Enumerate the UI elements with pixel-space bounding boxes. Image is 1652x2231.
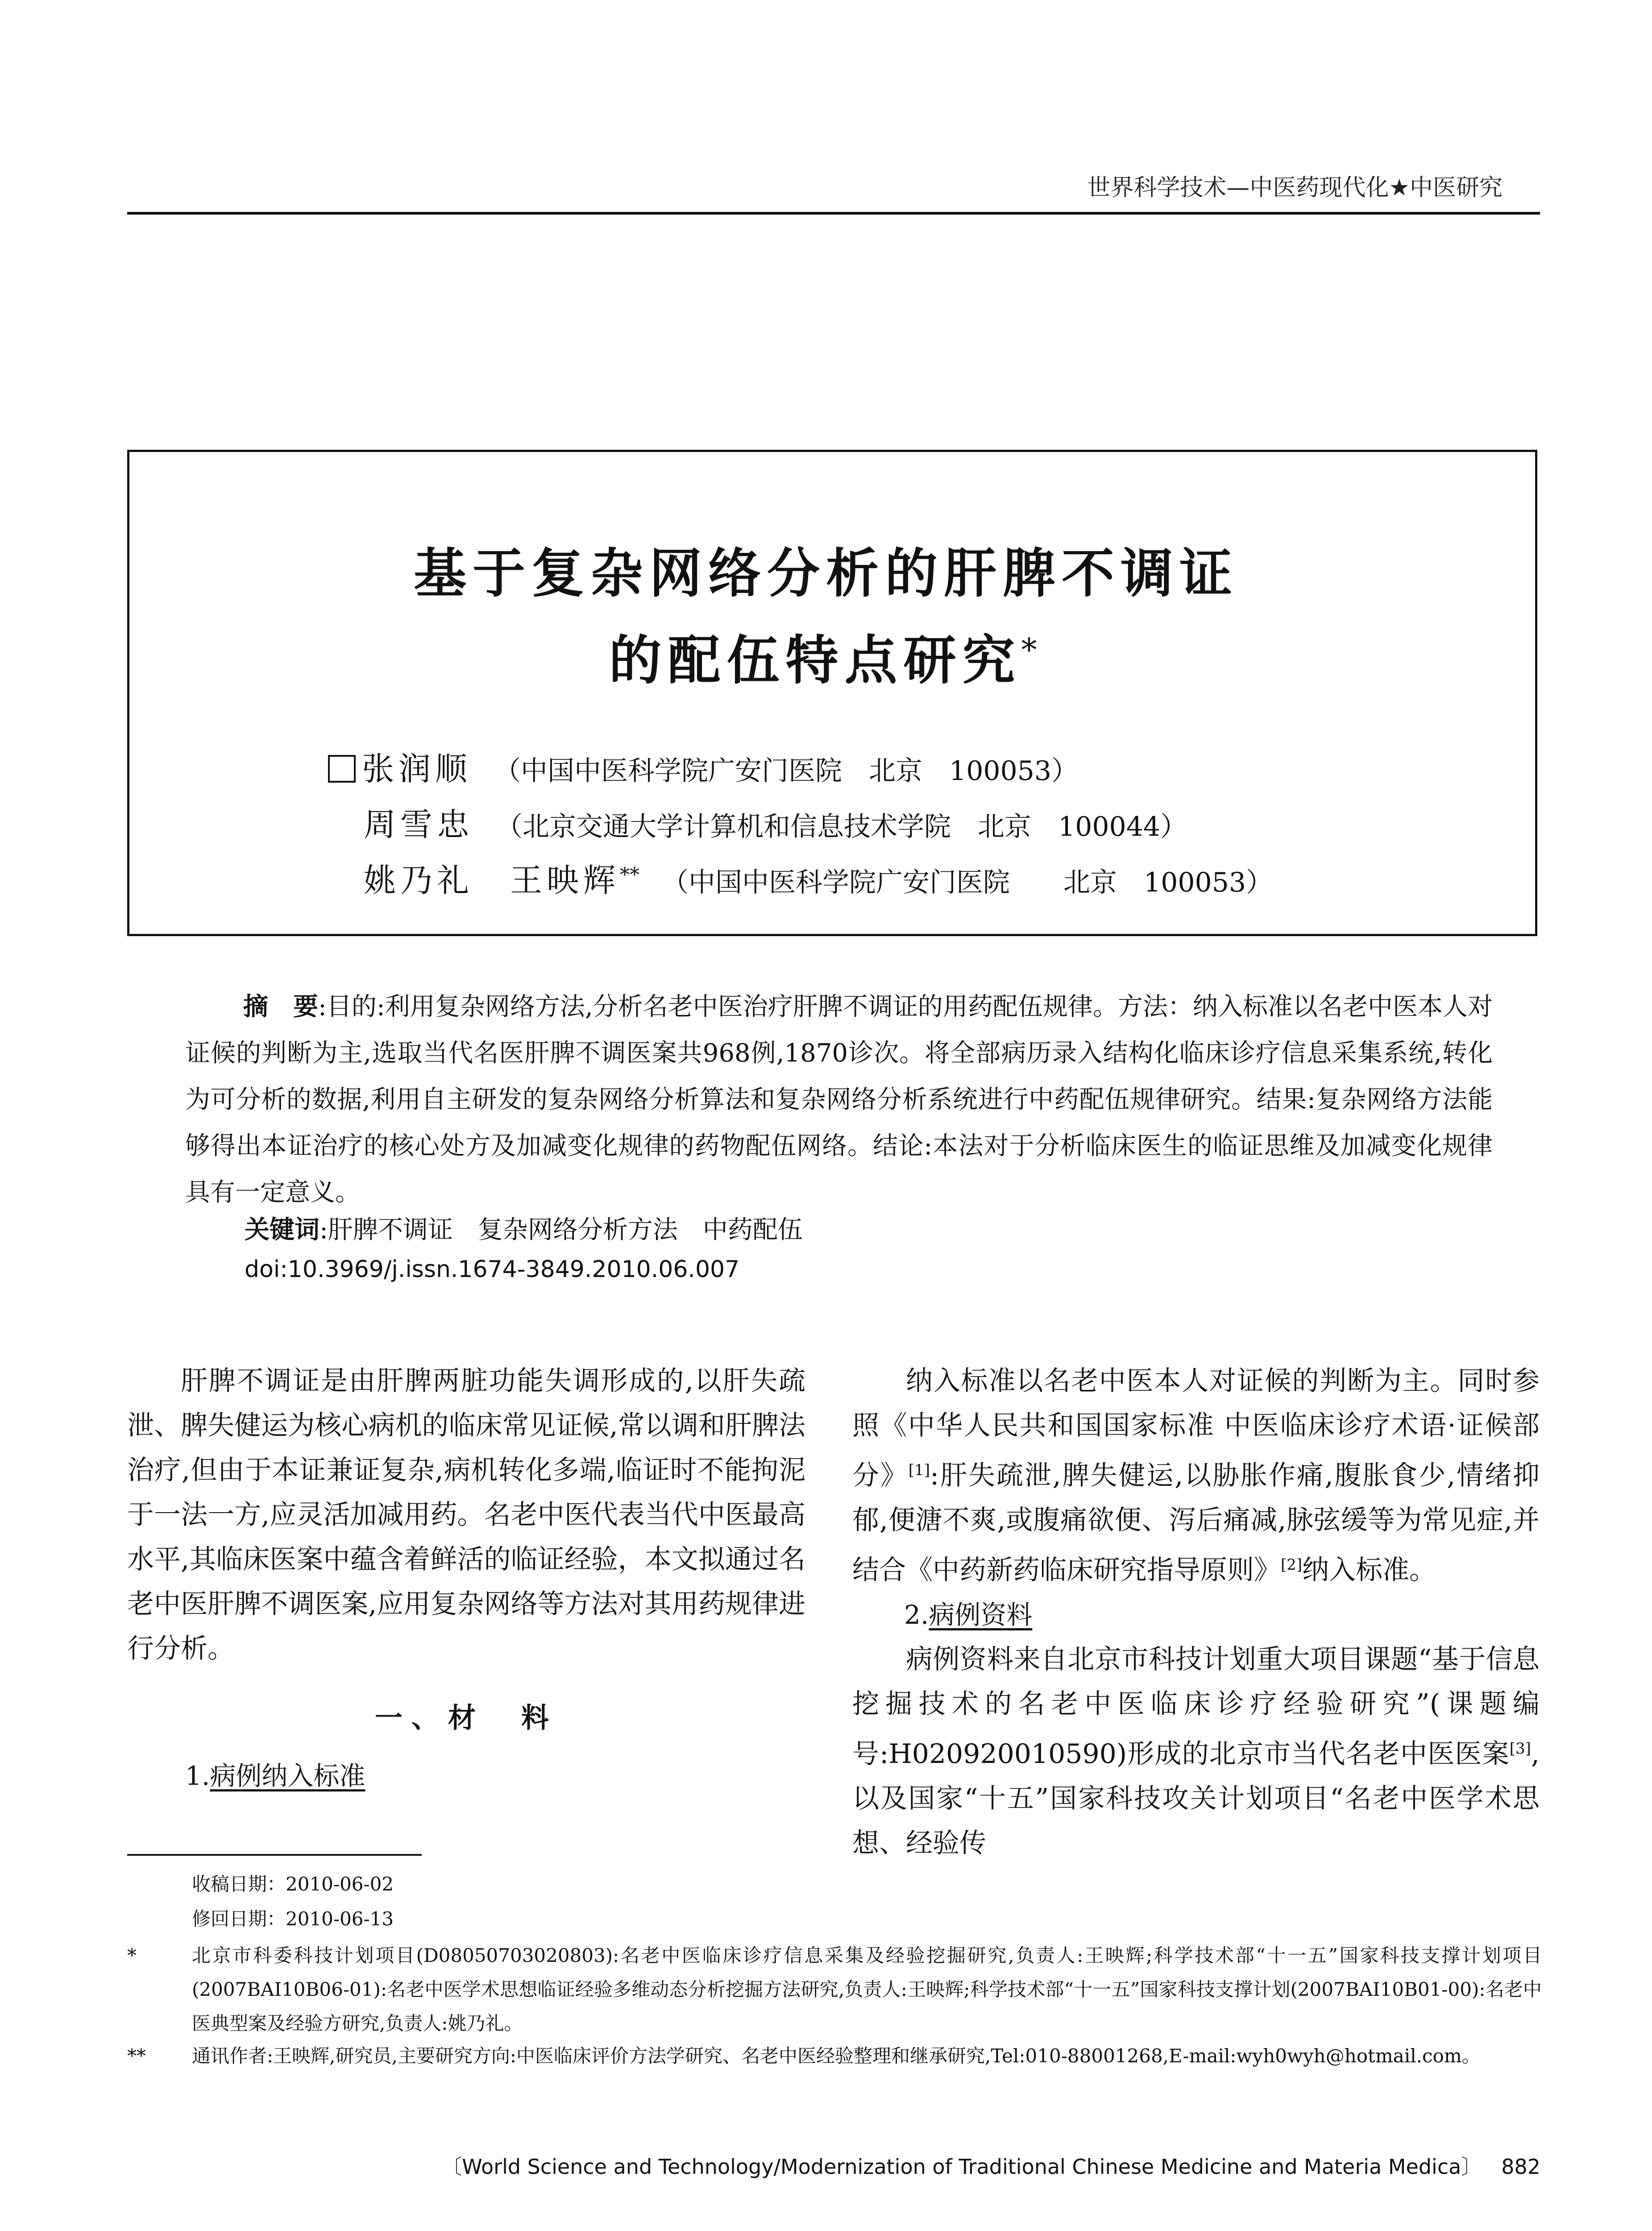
- footnote-star-mark: *: [127, 1945, 137, 1966]
- author-affiliation: （中国中医科学院广安门医院 北京 100053）: [494, 755, 1079, 787]
- subheading-2-number: 2.: [904, 1600, 929, 1630]
- footnote-rule: [127, 1854, 422, 1856]
- author-row-1: [328, 743, 1078, 789]
- title-line-2-text: 的配伍特点研究: [609, 629, 1021, 691]
- funding-footnote: [127, 1939, 1542, 2040]
- checkbox-icon: [328, 755, 356, 783]
- subheading-1-number: 1.: [185, 1761, 210, 1791]
- citation-2: [2]: [1281, 1556, 1303, 1574]
- page-footer: [441, 2151, 1540, 2180]
- title-line-2: [0, 618, 1652, 694]
- left-column: [127, 1359, 805, 1671]
- inclusion-text-b: :肝失疏泄,脾失健运,以胁胀作痛,腹胀食少,情绪抑郁,便溏不爽,或腹痛欲便、泻后痛减,脉弦缓等为常见症,并结合《中药新药临床研究指导原则》: [852, 1460, 1540, 1586]
- keywords: [245, 1207, 1552, 1253]
- author-row-2: [364, 799, 1187, 845]
- page-number: 882: [1501, 2155, 1540, 2179]
- subheading-2-title: 病例资料: [929, 1600, 1033, 1630]
- doi: doi:10.3969/j.issn.1674-3849.2010.06.007: [245, 1256, 740, 1283]
- section-heading: 一、材 料: [374, 1701, 558, 1734]
- case-data-text-b: ,以及国家“十五”国家科技攻关计划项目“名老中医学术思想、经验传: [852, 1738, 1540, 1859]
- correspondence-footnote: [127, 2039, 1542, 2073]
- footer-journal: 〔World Science and Technology/Modernization of Traditional Chinese Medicine and Materia Medica〕: [441, 2155, 1482, 2179]
- correspondence-text: 通讯作者:王映辉,研究员,主要研究方向:中医临床评价方法学研究、名老中医经验整理和继承研究,Tel:010-88001268,E-mail:wyh0wyh@hotmail.com。: [192, 2045, 1481, 2067]
- author-row-3: [364, 854, 1273, 901]
- author-affiliation: （中国中医科学院广安门医院 北京 100053）: [662, 867, 1273, 898]
- author-name: 周雪忠: [364, 806, 474, 843]
- case-data-text-a: 病例资料来自北京市科技计划重大项目课题“基于信息挖掘技术的名老中医临床诊疗经验研究”(课题编号:H020920010590)形成的北京市当代名老中医医案: [852, 1644, 1540, 1770]
- subheading-2: [852, 1592, 1540, 1637]
- footnote-dstar-mark: **: [127, 2045, 146, 2067]
- corresponding-mark: **: [620, 863, 640, 887]
- revised-date: 修回日期：2010-06-13: [192, 1908, 394, 1930]
- inclusion-paragraph: [852, 1359, 1540, 1592]
- funding-text: 北京市科委科技计划项目(D08050703020803):名老中医临床诊疗信息采集及经验挖掘研究,负责人:王映辉;科学技术部“十一五”国家科技支撑计划项目(2007BAI10B06-01):名老中医学术思想临证经验多维动态分析挖掘方法研究,负责人:王映辉;科学技术部“十一五”国家科技支撑计划(2007BAI10B01-00):名老中医典型案及经验方研究,负责人:姚乃礼。: [192, 1945, 1542, 2034]
- right-column: [852, 1359, 1540, 1866]
- running-header: 世界科学技术—中医药现代化★中医研究: [1087, 174, 1503, 201]
- citation-1: [1]: [908, 1461, 930, 1479]
- citation-3: [3]: [1509, 1740, 1531, 1758]
- subheading-1-title: 病例纳入标准: [210, 1761, 365, 1791]
- title-line-1: 基于复杂网络分析的肝脾不调证: [413, 542, 1238, 604]
- keywords-text: :肝脾不调证 复杂网络分析方法 中药配伍: [320, 1215, 803, 1244]
- title-star: *: [1021, 631, 1043, 668]
- keywords-label: 关键词: [245, 1215, 320, 1244]
- header-rule: [127, 212, 1540, 215]
- received-date: 收稿日期：2010-06-02: [192, 1873, 394, 1895]
- subheading-1: [185, 1754, 365, 1798]
- author-name: 姚乃礼 王映辉: [364, 862, 620, 899]
- inclusion-text-c: 纳入标准。: [1302, 1555, 1436, 1586]
- intro-paragraph: 肝脾不调证是由肝脾两脏功能失调形成的,以肝失疏泄、脾失健运为核心病机的临床常见证候,常以调和肝脾法治疗,但由于本证兼证复杂,病机转化多端,临证时不能拘泥于一法一方,应灵活加减用药。名老中医代表当代中医最高水平,其临床医案中蕴含着鲜活的临证经验，本文拟通过名老中医肝脾不调医案,应用复杂网络等方法对其用药规律进行分析。: [127, 1365, 805, 1664]
- case-data-paragraph: [852, 1637, 1540, 1866]
- author-affiliation: （北京交通大学计算机和信息技术学院 北京 100044）: [496, 811, 1187, 842]
- abstract: [185, 984, 1493, 1216]
- author-name: 张润顺: [362, 750, 472, 788]
- abstract-text: :目的:利用复杂网络方法,分析名老中医治疗肝脾不调证的用药配伍规律。方法：纳入标准以名老中医本人对证候的判断为主,选取当代名医肝脾不调医案共968例,1870诊次。将全部病历录入结构化临床诊疗信息采集系统,转化为可分析的数据,利用自主研发的复杂网络分析算法和复杂网络分析系统进行中药配伍规律研究。结果:复杂网络方法能够得出本证治疗的核心处方及加减变化规律的药物配伍网络。结论:本法对于分析临床医生的临证思维及加减变化规律具有一定意义。: [185, 992, 1493, 1207]
- abstract-label: 摘 要: [243, 992, 319, 1021]
- inclusion-text-a: 纳入标准以名老中医本人对证候的判断为主。同时参照《中华人民共和国国家标准 中医临床诊疗术语·证候部分》: [852, 1365, 1540, 1491]
